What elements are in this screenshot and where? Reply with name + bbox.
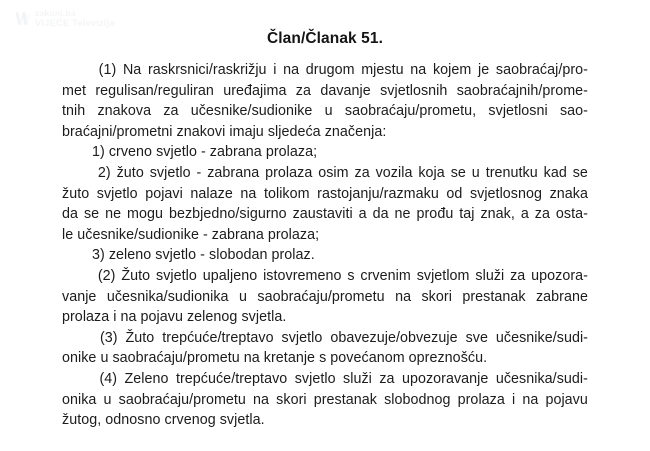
word: učesnika/sudionika	[106, 288, 229, 305]
word: taj	[459, 206, 475, 223]
word: i	[511, 391, 516, 408]
word: svjetlo	[156, 267, 197, 284]
word: služi	[343, 370, 372, 387]
word: pojavi	[145, 185, 183, 202]
word: se	[572, 164, 588, 181]
word: trepćuće/treptavo	[175, 370, 288, 387]
line-text: braćajni/prometni znakovi imaju sljedeća značenja:	[62, 123, 387, 140]
word: -	[196, 164, 202, 181]
line-indent	[62, 266, 92, 287]
word: svjetlo	[149, 164, 191, 181]
paragraph-3	[62, 328, 588, 369]
word: se	[450, 164, 466, 181]
word: obavezuje/obvezuje	[330, 329, 458, 346]
word: uređajima	[223, 82, 287, 99]
line-indent	[62, 328, 92, 349]
word: prolaza	[457, 391, 505, 408]
word: zabrane	[535, 288, 588, 305]
word: Žuto	[121, 267, 151, 284]
paragraph-1	[62, 60, 588, 142]
text-line	[62, 266, 588, 287]
text-line	[62, 122, 588, 143]
word: ne	[394, 206, 411, 223]
word: svjetlom	[416, 267, 470, 284]
word: kad	[543, 164, 567, 181]
word: i	[273, 62, 277, 78]
word: žuto	[62, 185, 90, 202]
word: za	[379, 370, 395, 387]
text-line	[62, 369, 588, 390]
text-line	[62, 307, 588, 328]
word: na	[253, 391, 270, 408]
word: pojavu	[545, 391, 588, 408]
word: drugom	[305, 62, 355, 78]
word: a	[520, 206, 529, 223]
word: crvenim	[360, 267, 411, 284]
text-line	[62, 204, 588, 225]
text-line	[62, 225, 588, 246]
text-line	[62, 142, 588, 163]
text-line	[62, 81, 588, 102]
watermark-line-2: VIJEĆE Televizija	[35, 17, 115, 29]
word: met	[62, 82, 86, 99]
word: saobraćaju/prometu	[118, 391, 246, 408]
word: svjetlosnih	[380, 82, 448, 99]
line-indent	[62, 60, 92, 81]
line-text: 3) zeleno svjetlo - slobodan prolaz.	[92, 247, 315, 264]
word: tnih	[62, 103, 86, 120]
word: vanje	[62, 288, 97, 305]
word: od	[446, 185, 463, 202]
word: svjetlosni	[488, 103, 548, 120]
item-2	[62, 163, 588, 245]
word: u	[103, 391, 112, 408]
word: svjetlosnog	[469, 185, 543, 202]
word: koja	[418, 164, 445, 181]
word: (2)	[97, 267, 116, 284]
word: nalaze	[190, 185, 233, 202]
word: saobraćaj/pro-	[495, 62, 588, 78]
word: za	[510, 267, 526, 284]
word: Na	[122, 62, 142, 78]
word: zabrana	[207, 164, 260, 181]
word: sve	[465, 329, 488, 346]
word: prolaza	[265, 164, 313, 181]
word: znakova	[97, 103, 152, 120]
word: sao-	[559, 103, 588, 120]
word: upaljeno	[202, 267, 258, 284]
text-line	[62, 328, 588, 349]
text-line	[62, 60, 588, 81]
word: (4)	[99, 370, 118, 387]
word: trepćuće/treptavo	[162, 329, 274, 346]
word: skori	[276, 391, 307, 408]
word: Zeleno	[124, 370, 169, 387]
word: svjetlo	[96, 185, 138, 202]
word: na	[240, 185, 257, 202]
word: tolikom	[263, 185, 310, 202]
word: na	[410, 62, 427, 78]
word: na	[395, 288, 412, 305]
text-column	[62, 0, 588, 431]
item-3	[62, 245, 588, 266]
word: a	[358, 206, 367, 223]
word: učesnika/sudi-	[495, 370, 588, 387]
word: prestanak	[313, 391, 377, 408]
line-indent	[62, 163, 92, 184]
word: žuto	[116, 164, 144, 181]
line-indent	[62, 369, 92, 390]
word: na	[283, 62, 300, 78]
word: učesnike/sudionike	[190, 103, 313, 120]
word: za	[354, 164, 370, 181]
word: prestanak	[462, 288, 526, 305]
text-line	[62, 101, 588, 122]
document-body	[62, 60, 588, 431]
paragraph-2	[62, 266, 588, 328]
word: za	[295, 82, 311, 99]
word: skori	[421, 288, 452, 305]
word: trenutku	[485, 164, 538, 181]
word: osim	[318, 164, 349, 181]
word: na	[522, 391, 539, 408]
word: za	[534, 206, 550, 223]
word: ne	[105, 206, 122, 223]
word: da	[372, 206, 389, 223]
text-line	[62, 390, 588, 411]
watermark-logo-icon	[14, 10, 31, 27]
text-line	[62, 287, 588, 308]
item-1	[62, 142, 588, 163]
word: znaka	[549, 185, 588, 202]
line-text: onike u saobraćaju/prometu na kretanje s povećanom opreznošću.	[62, 350, 488, 367]
word: služi	[475, 267, 505, 284]
line-text: prolaza i na pojavu zelenog svjetla.	[62, 309, 287, 326]
word: 2)	[97, 164, 111, 181]
word: saobraćaju/prometu	[257, 288, 385, 305]
word: raskrsnici/raskrižju	[147, 62, 267, 78]
line-text: žutog, odnosno crvenog svjetla.	[62, 412, 265, 429]
page-title: Član/Članak 51.	[266, 30, 384, 47]
word: vozila	[375, 164, 413, 181]
word: saobraćajnih/prome-	[456, 82, 588, 99]
word: zaustaviti	[292, 206, 353, 223]
word: davanje	[320, 82, 371, 99]
word: s	[347, 267, 355, 284]
word: znak,	[480, 206, 515, 223]
word: učesnike/sudi-	[495, 329, 588, 346]
word: saobraćaju/prometu,	[344, 103, 477, 120]
word: rastojanju/razmaku	[317, 185, 439, 202]
word: kojem	[432, 62, 472, 78]
text-line	[62, 410, 588, 431]
line-text: 1) crveno svjetlo - zabrana prolaza;	[92, 144, 318, 161]
paragraph-4	[62, 369, 588, 431]
word: onika	[62, 391, 97, 408]
word: bezbjedno/sigurno	[168, 206, 287, 223]
word: je	[478, 62, 490, 78]
word: (1)	[98, 62, 117, 78]
word: osta-	[555, 206, 588, 223]
line-text: le učesnike/sudionike - zabrana prolaza;	[62, 226, 320, 243]
word: prođu	[416, 206, 454, 223]
word: Žuto	[125, 329, 155, 346]
word: mjestu	[361, 62, 404, 78]
word: svjetlo	[281, 329, 323, 346]
word: regulisan/reguliran	[95, 82, 214, 99]
word: upozora-	[531, 267, 588, 284]
text-line	[62, 184, 588, 205]
word: mogu	[127, 206, 164, 223]
word: upozoravanje	[401, 370, 489, 387]
word: se	[83, 206, 100, 223]
word: svjetlo	[294, 370, 336, 387]
word: (3)	[99, 329, 118, 346]
text-line	[62, 163, 588, 184]
watermark-line-1: zakoni.ba	[35, 8, 76, 18]
text-line	[62, 245, 588, 266]
word: u	[324, 103, 333, 120]
word: u	[471, 164, 480, 181]
word: slobodnog	[384, 391, 451, 408]
word: da	[62, 206, 79, 223]
word: za	[163, 103, 179, 120]
word: u	[238, 288, 247, 305]
text-line	[62, 348, 588, 369]
word: istovremeno	[263, 267, 342, 284]
